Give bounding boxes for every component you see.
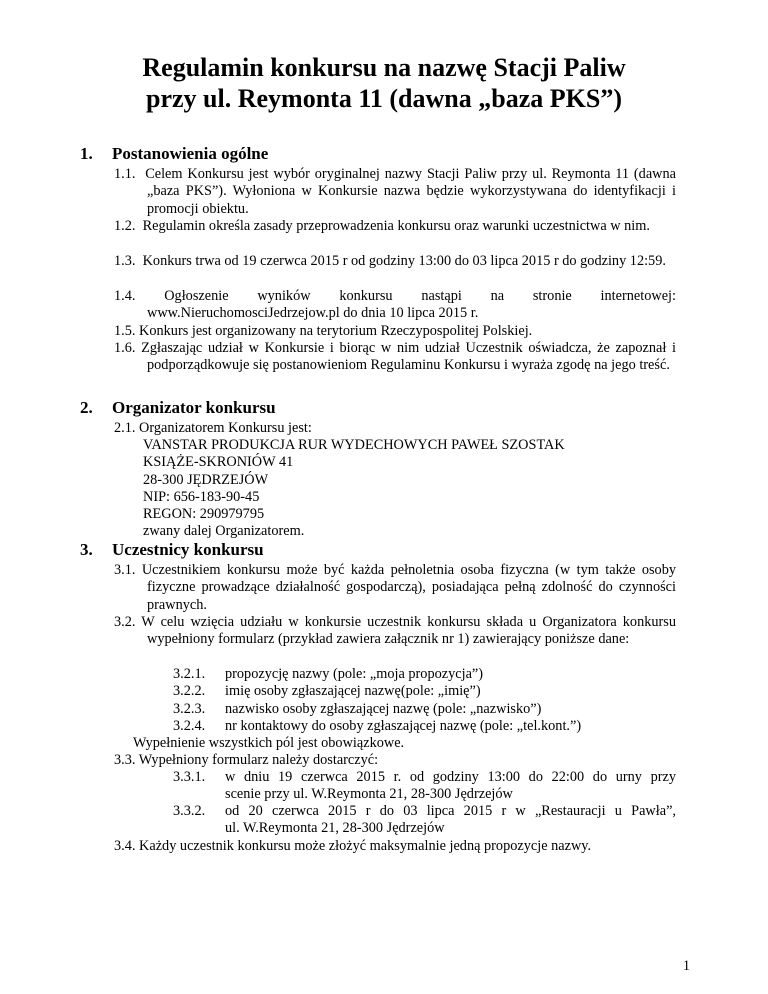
item-text: Uczestnikiem konkursu może być każda pełnoletnia osoba fizyczna (w tym także osoby fizyczne prowadzące działalność gospodarczą), posiadająca pełną zdolność do czynności prawnych. xyxy=(141,562,676,613)
list-subitem xyxy=(173,701,581,718)
subitem-text-continued: scenie przy ul. W.Reymonta 21, 28-300 Jędrzejów xyxy=(225,786,513,803)
subitem-text: nr kontaktowy do osoby zgłaszającej nazwę (pole: „tel.kont.”) xyxy=(225,717,582,734)
item-text: Konkurs jest organizowany na terytorium Rzeczypospolitej Polskiej. xyxy=(139,323,533,339)
list-item-3-4 xyxy=(114,838,676,855)
item-number: 3.1. xyxy=(114,562,136,578)
list-item-2-1 xyxy=(114,420,676,437)
subitem-number: 3.3.1. xyxy=(173,769,206,785)
address-line: 28-300 JĘDRZEJÓW xyxy=(143,471,269,488)
document-title xyxy=(0,52,768,114)
list-item-3-3 xyxy=(114,752,676,769)
subitem-text: propozycję nazwy (pole: „moja propozycja”) xyxy=(225,666,484,682)
item-text: Każdy uczestnik konkursu może złożyć maksymalnie jedną propozycje nazwy. xyxy=(139,838,592,854)
list-item-1-4 xyxy=(114,288,676,323)
list-subitem-3-3-2 xyxy=(173,803,676,838)
section-title: Postanowienia ogólne xyxy=(112,144,269,163)
list-item-3-1 xyxy=(114,562,676,614)
title-line-1: Regulamin konkursu na nazwę Stacji Paliw xyxy=(142,53,626,82)
subitem-text: od 20 czerwca 2015 r do 03 lipca 2015 r w „Restauracji u Pawła”, xyxy=(225,803,676,819)
section-heading-3 xyxy=(80,540,264,560)
subitem-number: 3.2.3. xyxy=(173,700,206,717)
address-line: zwany dalej Organizatorem. xyxy=(143,523,305,540)
list-item-3-2 xyxy=(114,614,676,649)
item-text: Regulamin określa zasady przeprowadzenia konkursu oraz warunki uczestnictwa w nim. xyxy=(142,218,650,234)
item-number: 1.1. xyxy=(114,166,136,182)
title-line-2: przy ul. Reymonta 11 (dawna „baza PKS”) xyxy=(146,84,622,113)
item-text: Wypełniony formularz należy dostarczyć: xyxy=(138,752,379,768)
section-number: 3. xyxy=(80,540,93,559)
address-line: VANSTAR PRODUKCJA RUR WYDECHOWYCH PAWEŁ SZOSTAK xyxy=(143,437,565,453)
section-title: Organizator konkursu xyxy=(112,398,276,417)
list-item-1-5 xyxy=(114,323,676,340)
page-number: 1 xyxy=(682,958,690,974)
item-text: Organizatorem Konkursu jest: xyxy=(139,420,312,436)
item-number: 1.5. xyxy=(114,323,136,339)
address-line: REGON: 290979795 xyxy=(143,506,265,523)
list-subitem-3-3-1 xyxy=(173,769,676,804)
section-heading-1 xyxy=(80,144,268,164)
item-text: Zgłaszając udział w Konkursie i biorąc w nim udział Uczestnik oświadcza, że zapoznał i podporządkowuje się postanowieniom Regulaminu Konkursu i wyraża zgodę na jego treść. xyxy=(141,340,677,374)
list-subitem xyxy=(173,683,581,700)
item-number: 1.3. xyxy=(114,253,136,269)
organizer-address xyxy=(143,437,565,541)
required-fields-note: Wypełnienie wszystkich pól jest obowiązkowe. xyxy=(133,735,405,751)
item-number: 3.2. xyxy=(114,614,136,630)
item-number: 1.6. xyxy=(114,340,136,356)
item-text: Konkurs trwa od 19 czerwca 2015 r od godziny 13:00 do 03 lipca 2015 r do godziny 12:59. xyxy=(142,253,666,269)
subitem-text: imię osoby zgłaszającej nazwę(pole: „imię”) xyxy=(225,683,481,700)
item-number: 2.1. xyxy=(114,420,136,436)
item-number: 3.3. xyxy=(114,752,136,768)
section-number: 2. xyxy=(80,398,93,417)
list-item-1-6 xyxy=(114,340,676,375)
subitem-number: 3.2.4. xyxy=(173,717,206,734)
subitem-text: w dniu 19 czerwca 2015 r. od godziny 13:00 do 22:00 do urny przy xyxy=(225,769,676,785)
section-title: Uczestnicy konkursu xyxy=(112,540,264,559)
address-line: NIP: 656-183-90-45 xyxy=(143,488,260,505)
section-heading-2 xyxy=(80,398,276,418)
item-text-continued: www.NieruchomosciJedrzejow.pl do dnia 10 lipca 2015 r. xyxy=(147,305,479,322)
item-text: W celu wzięcia udziału w konkursie uczestnik konkursu składa u Organizatora konkursu wypełniony formularz (przykład zawiera załącznik nr 1) zawierający poniższe dane: xyxy=(141,614,676,648)
subitem-number: 3.2.2. xyxy=(173,683,206,700)
list-subitem xyxy=(173,666,581,683)
subitem-text: nazwisko osoby zgłaszającej nazwę (pole: „nazwisko”) xyxy=(225,700,542,717)
item-number: 3.4. xyxy=(114,838,136,854)
item-number: 1.4. xyxy=(114,288,136,304)
list-item-1-3 xyxy=(114,253,676,270)
subitem-number: 3.2.1. xyxy=(173,666,206,682)
item-text: Celem Konkursu jest wybór oryginalnej nazwy Stacji Paliw przy ul. Reymonta 11 (dawna „baza PKS”). Wyłoniona w Konkursie nazwa będzie wykorzystywana do identyfikacji i promocji obiektu. xyxy=(145,166,676,217)
address-line: KSIĄŻE-SKRONIÓW 41 xyxy=(143,454,294,471)
item-text: Ogłoszenie wyników konkursu nastąpi na stronie internetowej: xyxy=(164,288,676,304)
item-number: 1.2. xyxy=(114,218,136,234)
section-number: 1. xyxy=(80,144,93,163)
list-item-1-2 xyxy=(114,218,676,235)
list-subitems-3-2 xyxy=(173,666,581,735)
list-item-1-1 xyxy=(114,166,676,218)
subitem-number: 3.3.2. xyxy=(173,803,206,819)
subitem-text-continued: ul. W.Reymonta 21, 28-300 Jędrzejów xyxy=(225,820,445,837)
list-subitem xyxy=(173,718,581,735)
